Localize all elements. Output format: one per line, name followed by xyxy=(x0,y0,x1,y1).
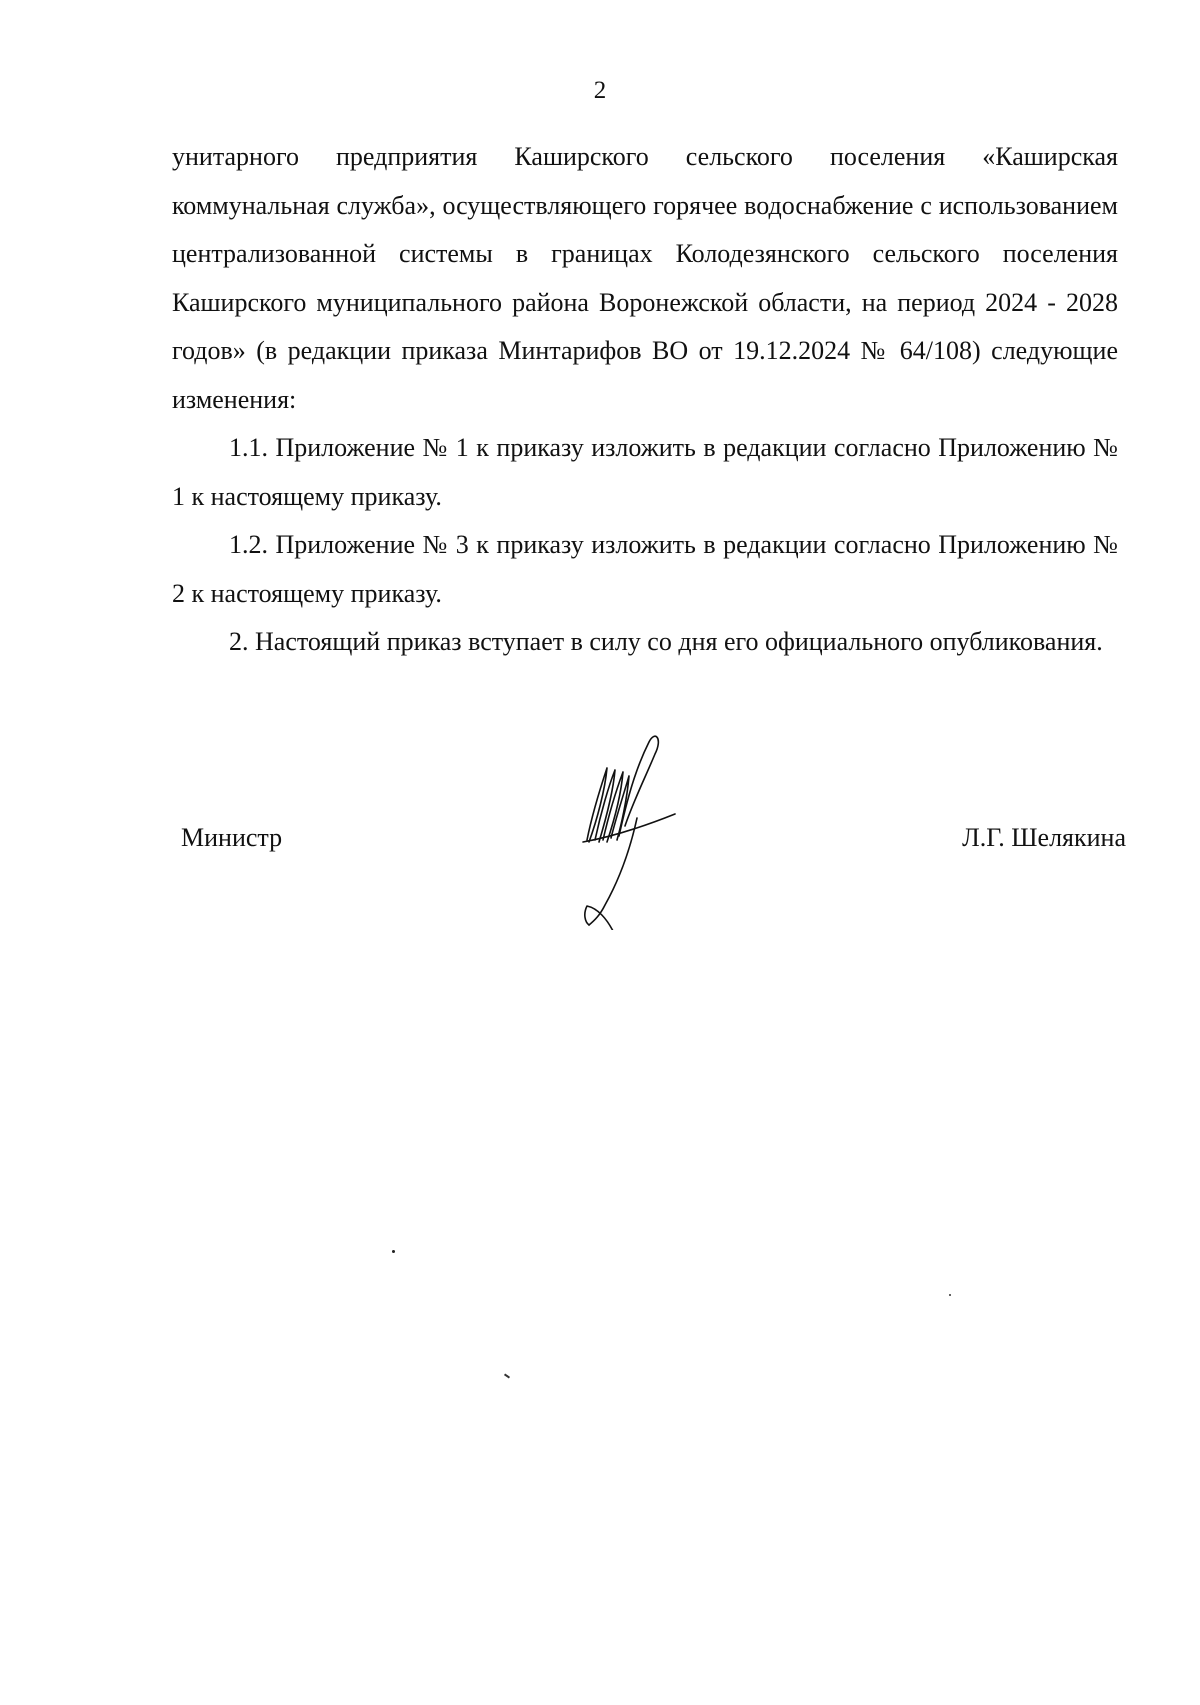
paragraph-item-1-1: 1.1. Приложение № 1 к приказу изложить в редакции согласно Приложению № 1 к настоящему приказу. xyxy=(172,433,1118,511)
paragraph-item-1-2: 1.2. Приложение № 3 к приказу изложить в редакции согласно Приложению № 2 к настоящему приказу. xyxy=(172,530,1118,608)
scan-speck xyxy=(949,1294,951,1296)
scan-speck xyxy=(392,1250,395,1253)
document-body xyxy=(172,133,1118,667)
signatory-name: Л.Г. Шелякина xyxy=(962,823,1126,852)
paragraph-item-2: 2. Настоящий приказ вступает в силу со дня его официального опубликования. xyxy=(229,627,1103,656)
scan-speck xyxy=(504,1373,510,1378)
signatory-role: Министр xyxy=(181,823,283,852)
handwritten-signature xyxy=(575,730,705,930)
page-number: 2 xyxy=(593,77,607,104)
paragraph-continuation: унитарного предприятия Каширского сельского поселения «Каширская коммунальная служба», осуществляющего горячее водоснабжение с использованием централизованной системы в границах Колодезянского сельского поселения Каширского муниципального района Воронежской области, на период 2024 - 2028 годов» (в редакции приказа Минтарифов ВО от 19.12.2024 № 64/108) следующие изменения: xyxy=(172,142,1118,414)
